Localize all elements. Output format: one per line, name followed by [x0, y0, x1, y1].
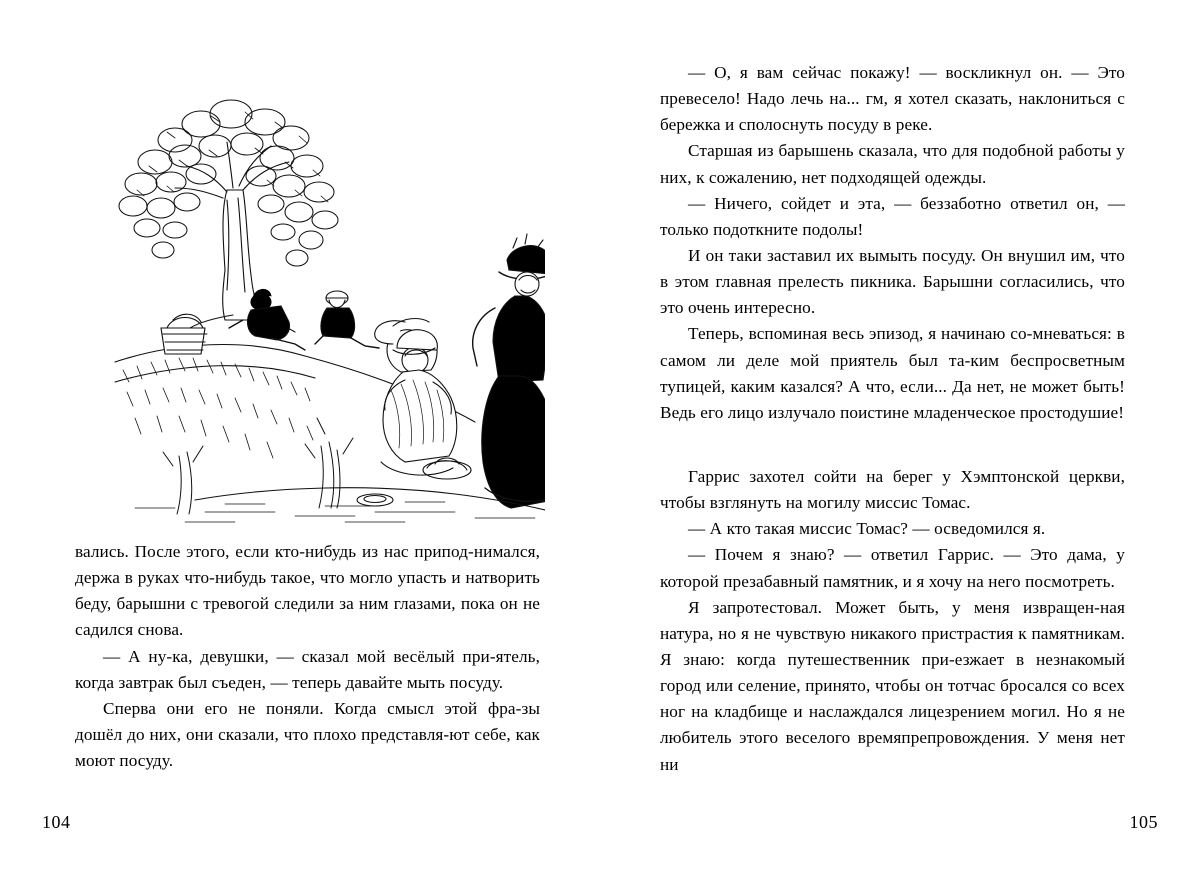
paragraph: Я запротестовал. Может быть, у меня извращен-ная натура, но я не чувствую никакого пристрастия к памятникам. Я знаю: когда путешественник при-езжает в незнакомый город или селение, принято, чтобы он тотчас бросался со всех ног на кладбище и наслаждался лицезрением могил. Но я не любитель этого веселого времяпрепровождения. У меня нет ни — [660, 597, 1125, 774]
left-page-text — [75, 539, 540, 774]
paragraph: Гаррис захотел сойти на берег у Хэмптонской церкви, чтобы взглянуть на могилу миссис Томас. — [660, 466, 1125, 513]
right-page-text-top — [660, 60, 1125, 426]
paragraph: — О, я вам сейчас покажу! — воскликнул он. — Это превесело! Надо лечь на... гм, я хотел сказать, наклониться с бережка и сполоснуть посуду в реке. — [660, 63, 1125, 135]
right-page — [600, 0, 1200, 877]
paragraph: Сперва они его не поняли. Когда смысл этой фра-зы дошёл до них, они сказали, что плохо представля-ют себе, как моют посуду. — [75, 698, 540, 771]
page-number-right: 105 — [1129, 812, 1158, 832]
paragraph: — А ну-ка, девушки, — сказал мой весёлый при-ятель, когда завтрак был съеден, — теперь давайте мыть посуду. — [75, 646, 540, 692]
paragraph: — Почем я знаю? — ответил Гаррис. — Это дама, у которой презабавный памятник, и я хочу на него посмотреть. — [660, 545, 1125, 591]
paragraph: И он таки заставил их вымыть посуду. Он внушил им, что в этом главная прелесть пикника. Барышни согласились, что это очень интересно. — [660, 245, 1125, 318]
paragraph: Старшая из барышень сказала, что для подобной работы у них, к сожалению, нет подходящей одежды. — [660, 141, 1125, 187]
paragraph: вались. После этого, если кто-нибудь из нас припод-нимался, держа в руках что-нибудь такое, что могло упасть и натворить беду, барышни с тревогой следили за ним глазами, пока он не садился снова. — [75, 542, 540, 640]
paragraph: Теперь, вспоминая весь эпизод, я начинаю со-мневаться: в самом ли деле мой приятель был та-ким беспросветным тупицей, каким казался? А что, если... Да нет, не может быть! Ведь его лицо излучало поистине младенческое простодушие! — [660, 324, 1125, 422]
paragraph: — Ничего, сойдет и эта, — беззаботно ответил он, — только подоткните подолы! — [660, 193, 1125, 239]
page-number-left: 104 — [42, 812, 71, 832]
paragraph: — А кто такая миссис Томас? — осведомился я. — [688, 519, 1046, 539]
section-break — [660, 426, 1125, 464]
picnic-scene-engraving — [75, 70, 545, 525]
right-page-text-bottom — [660, 464, 1125, 778]
